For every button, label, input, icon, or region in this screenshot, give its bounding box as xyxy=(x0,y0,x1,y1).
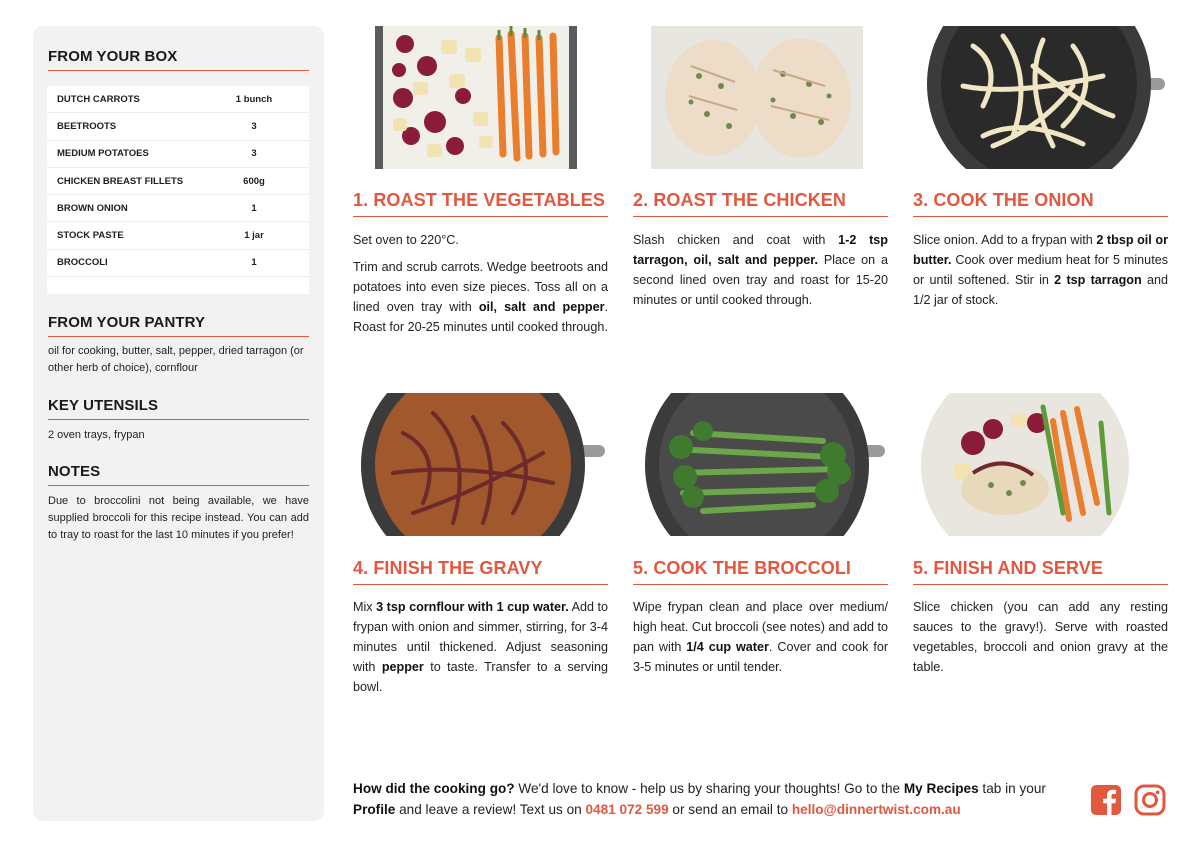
body-text: Trim and scrub carrots. Wedge beetroots and potatoes into even size pieces. Toss all on a lined oven tray with xyxy=(353,260,608,314)
ingredient-name: CHICKEN BREAST FILLETS xyxy=(57,175,184,187)
step-6-title: 5. FINISH AND SERVE xyxy=(913,558,1168,585)
from-box-heading: FROM YOUR BOX xyxy=(48,48,309,71)
bold-text: 2 tbsp oil or butter. xyxy=(913,233,1168,267)
pantry-text: oil for cooking, butter, salt, pepper, dried tarragon (or other herb of choice), cornflour xyxy=(48,345,304,374)
contact-link[interactable]: 0481 072 599 xyxy=(585,802,669,817)
notes-text: Due to broccolini not being available, we have supplied broccoli for this recipe instead. You can add to tray to roast for the last 10 minutes if you prefer! xyxy=(48,495,309,541)
body-text: Slice onion. Add to a frypan with xyxy=(913,233,1097,247)
bold-text: 1-2 tsp tarragon, oil, salt and pepper. xyxy=(633,233,888,267)
ingredient-name: MEDIUM POTATOES xyxy=(57,148,149,160)
step-4-title: 4. FINISH THE GRAVY xyxy=(353,558,608,585)
step-5-title: 5. COOK THE BROCCOLI xyxy=(633,558,888,585)
table-row xyxy=(47,86,309,113)
utensils-text: 2 oven trays, frypan xyxy=(48,429,145,441)
table-row xyxy=(47,168,309,195)
ingredient-qty: 1 xyxy=(251,202,257,214)
body-text: . Roast for 20-25 minutes until cooked through. xyxy=(353,300,609,334)
step-4-photo xyxy=(353,393,608,536)
step-paragraph xyxy=(913,230,1168,310)
bold-text: pepper xyxy=(381,660,424,674)
utensils-heading: KEY UTENSILS xyxy=(48,397,309,420)
body-text: and leave a review! Text us on xyxy=(395,802,586,817)
body-text: tab in your xyxy=(978,781,1046,796)
ingredient-qty: 3 xyxy=(251,120,257,132)
ingredient-name: BROCCOLI xyxy=(57,257,108,269)
table-row xyxy=(47,113,309,140)
step-6-body xyxy=(913,597,1168,684)
ingredient-name: DUTCH CARROTS xyxy=(57,93,140,105)
step-3-body xyxy=(913,230,1168,317)
bold-text: 2 tsp tarragon xyxy=(1054,273,1142,287)
bold-text: My Recipes xyxy=(903,781,979,796)
ingredient-qty: 1 bunch xyxy=(235,93,273,105)
step-1-body xyxy=(353,230,608,344)
body-text: or send an email to xyxy=(668,802,792,817)
step-5-body xyxy=(633,597,888,684)
instagram-icon[interactable] xyxy=(1134,784,1166,816)
step-6-photo xyxy=(913,393,1168,536)
table-row xyxy=(47,250,309,277)
facebook-icon[interactable] xyxy=(1090,784,1122,816)
contact-link[interactable]: hello@dinnertwist.com.au xyxy=(791,802,961,817)
step-3-photo xyxy=(913,26,1168,169)
body-text: We'd love to know - help us by sharing your thoughts! Go to the xyxy=(514,781,904,796)
step-paragraph xyxy=(353,597,608,697)
body-text: and 1/2 jar of stock. xyxy=(913,273,1168,307)
ingredient-qty: 1 jar xyxy=(244,230,264,242)
body-text: to taste. Transfer to a serving bowl. xyxy=(353,660,608,694)
ingredient-name: STOCK PASTE xyxy=(57,230,124,242)
table-row xyxy=(47,195,309,222)
ingredient-qty: 3 xyxy=(251,148,257,160)
pantry-heading: FROM YOUR PANTRY xyxy=(48,314,309,337)
bold-text: 3 tsp cornflour with 1 cup water. xyxy=(376,600,569,614)
body-text: Wipe frypan clean and place over medium/ high heat. Cut broccoli (see notes) and add to pan with xyxy=(633,600,888,654)
step-4-body xyxy=(353,597,608,704)
table-row xyxy=(47,141,309,168)
box-ingredients-table xyxy=(47,86,309,294)
step-paragraph xyxy=(633,230,888,310)
notes-heading: NOTES xyxy=(48,463,309,486)
step-2-photo xyxy=(633,26,888,169)
ingredients-sidebar xyxy=(33,26,324,821)
step-3-title: 3. COOK THE ONION xyxy=(913,190,1168,217)
body-text: Slash chicken and coat with xyxy=(633,233,839,247)
step-2-body xyxy=(633,230,888,317)
bold-text: oil, salt and pepper xyxy=(478,300,605,314)
ingredient-qty: 1 xyxy=(251,257,257,269)
step-5-photo xyxy=(633,393,888,536)
body-text: Add to frypan with onion and simmer, stirring, for 3-4 minutes until thickened. Adjust seasoning with xyxy=(353,600,609,674)
step-paragraph xyxy=(633,597,888,677)
body-text: Place on a second lined oven tray and roast for 15-20 minutes or until cooked through. xyxy=(633,253,888,307)
bold-text: How did the cooking go? xyxy=(353,781,515,796)
bold-text: Profile xyxy=(353,802,396,817)
body-text: Cook over medium heat for 5 minutes or until softened. Stir in xyxy=(913,253,1168,287)
body-text: . Cover and cook for 3-5 minutes or until tender. xyxy=(633,640,889,674)
review-prompt xyxy=(353,778,1078,820)
body-text: Set oven to 220°C. xyxy=(353,233,459,247)
table-row xyxy=(47,222,309,249)
ingredient-name: BEETROOTS xyxy=(57,120,117,132)
step-1-photo xyxy=(353,26,608,169)
step-1-title: 1. ROAST THE VEGETABLES xyxy=(353,190,608,217)
body-text: Slice chicken (you can add any resting sauces to the gravy!). Serve with roasted vegetables, broccoli and onion gravy at the table. xyxy=(913,600,1168,674)
step-paragraph xyxy=(913,597,1168,677)
step-paragraph xyxy=(353,230,608,250)
ingredient-qty: 600g xyxy=(243,175,265,187)
ingredient-name: BROWN ONION xyxy=(57,202,128,214)
body-text: Mix xyxy=(353,600,377,614)
step-2-title: 2. ROAST THE CHICKEN xyxy=(633,190,888,217)
step-paragraph xyxy=(353,257,608,337)
bold-text: 1/4 cup water xyxy=(686,640,769,654)
